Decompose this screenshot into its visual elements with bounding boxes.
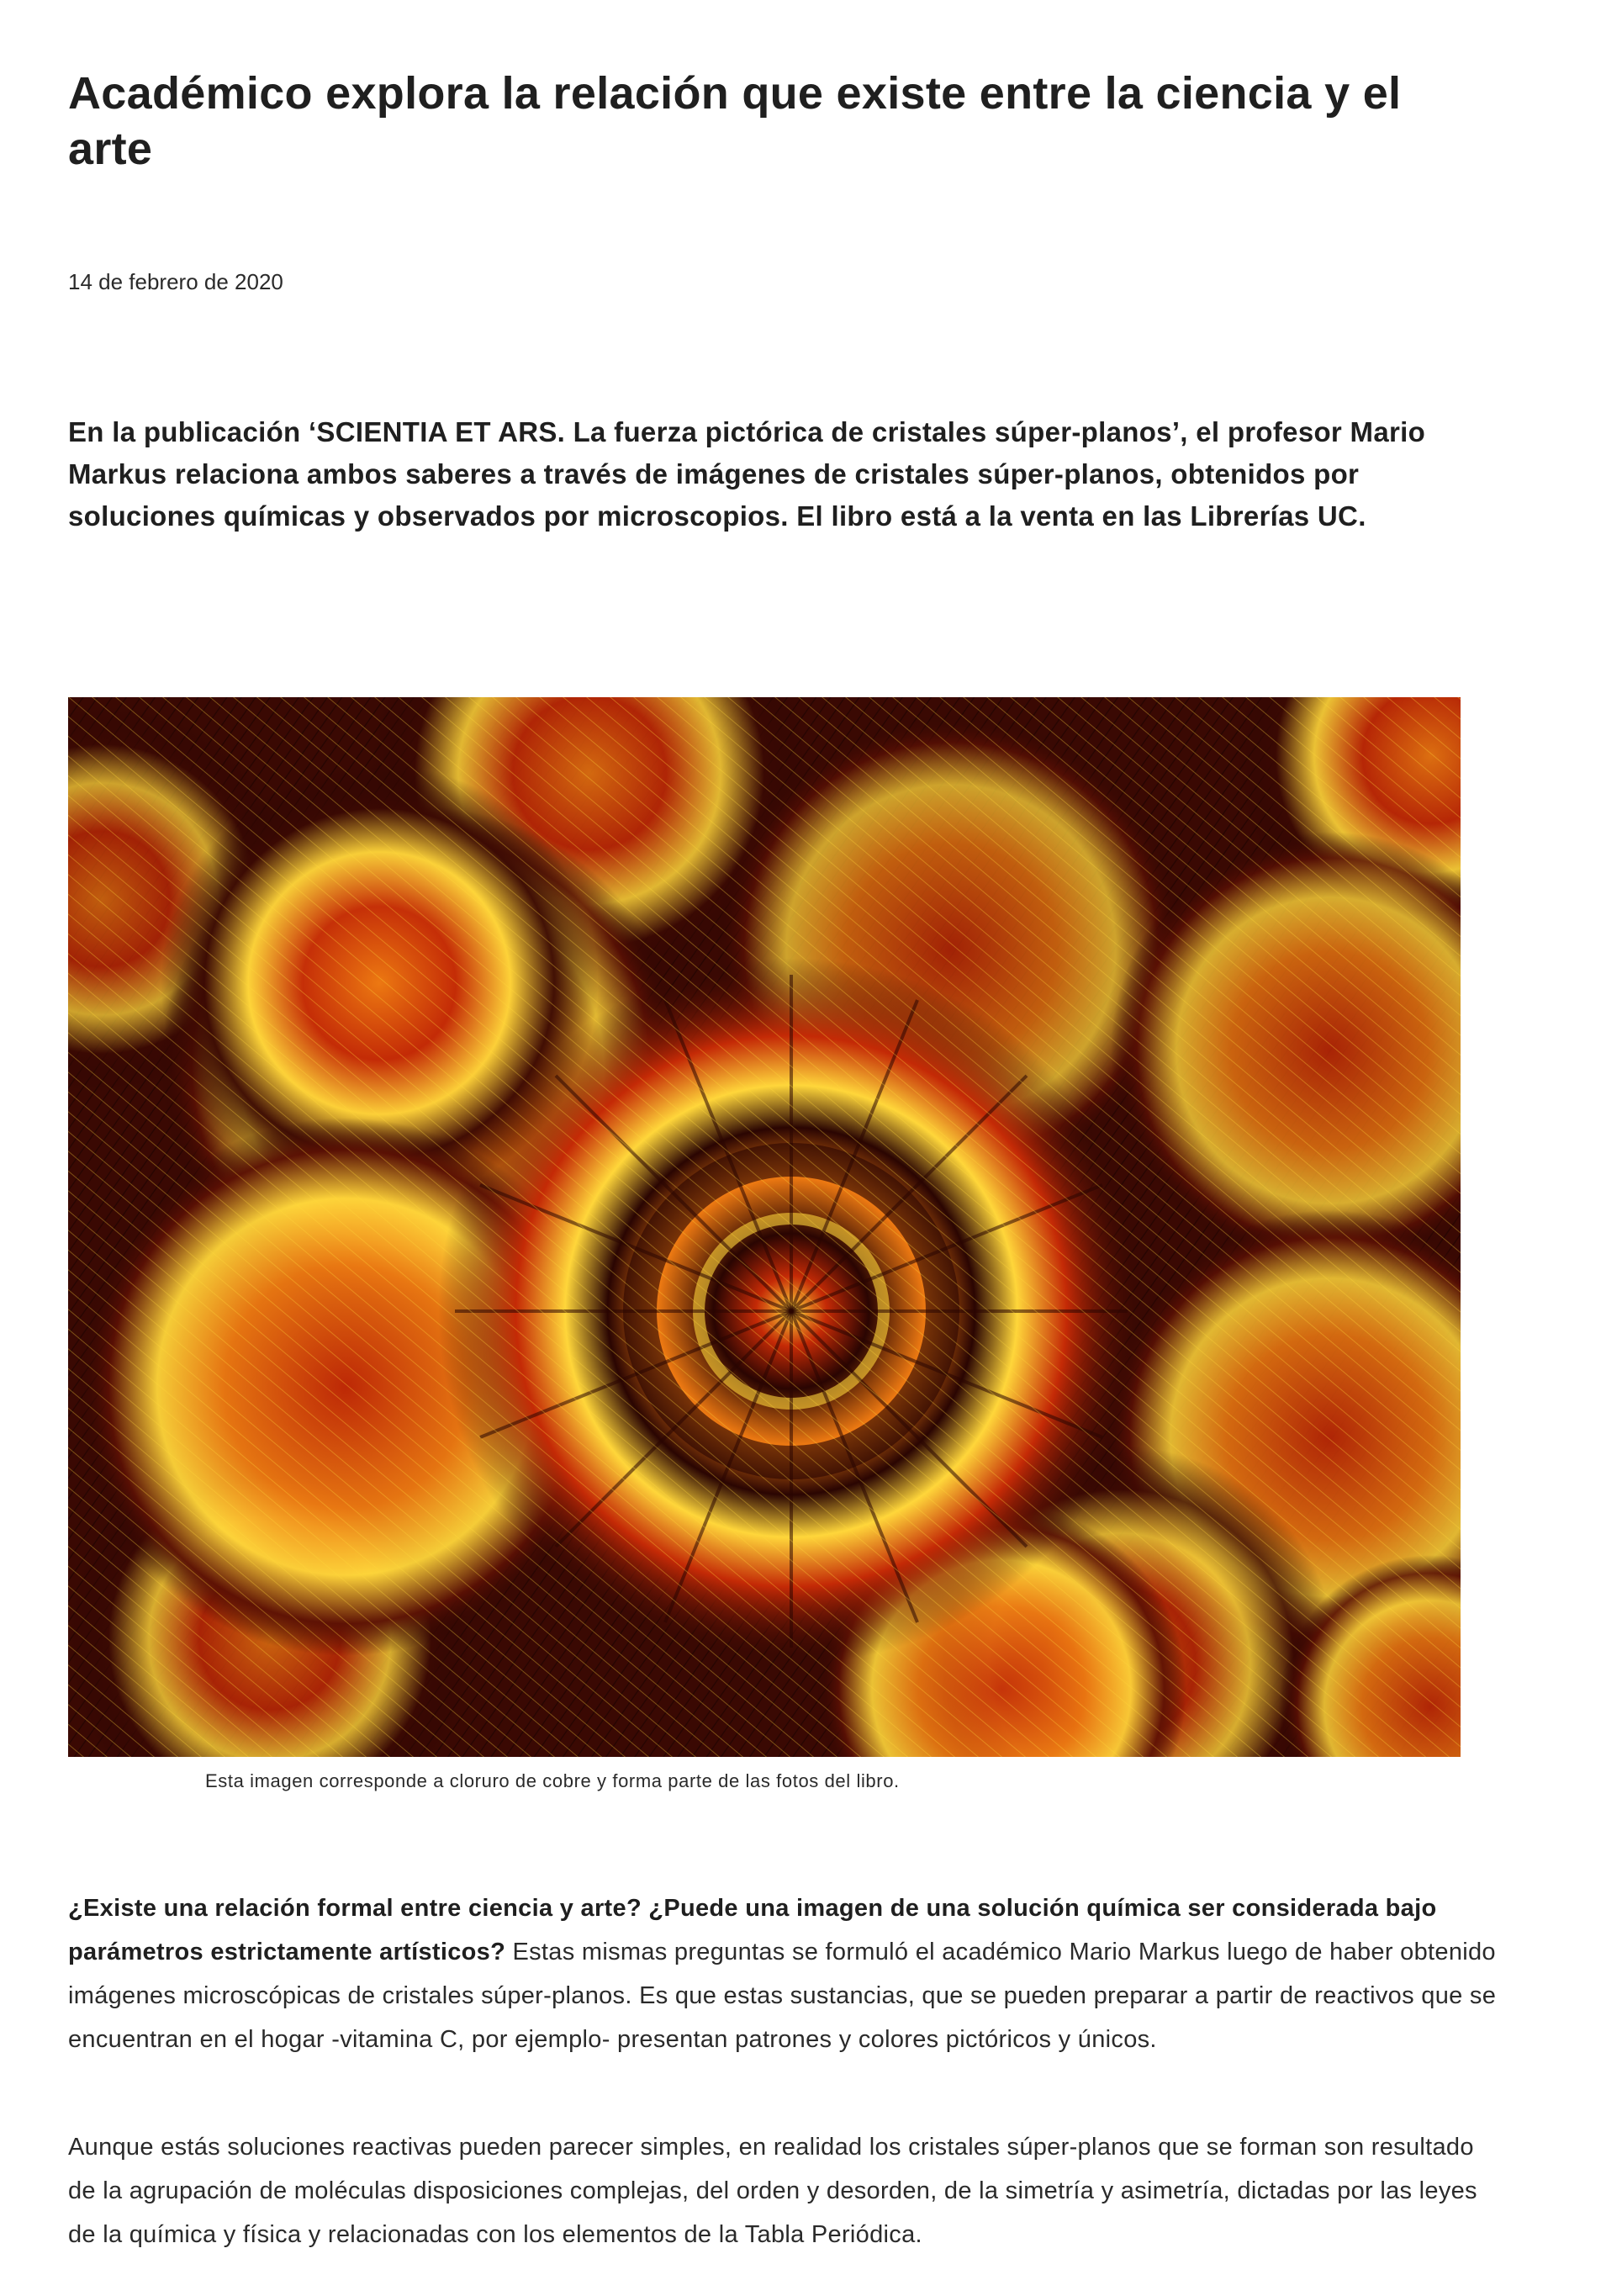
paragraph-1-questions: ¿Existe una relación formal entre ciencia y arte? ¿Puede una imagen de una solución química ser considerada bajo parámetros estrictamente artísticos?: [68, 1895, 1437, 1965]
image-caption: Esta imagen corresponde a cloruro de cobre y forma parte de las fotos del libro.: [205, 1770, 900, 1791]
paragraph-1-text: Estas mismas preguntas se formuló el académico Mario Markus luego de haber obtenido imágenes microscópicas de cristales súper-planos. Es que estas sustancias, que se pueden preparar a partir de reactivos que se encuentran en el hogar -vitamina C, por ejemplo- presentan patrones y colores pictóricos y únicos.: [68, 1939, 1497, 2053]
crystal-image: [68, 697, 1461, 1757]
publish-date: 14 de febrero de 2020: [68, 269, 283, 294]
body-paragraph-1: [68, 1886, 1498, 2061]
article-lead: En la publicación ‘SCIENTIA ET ARS. La fuerza pictórica de cristales súper-planos’, el profesor Mario Markus relaciona ambos saberes a través de imágenes de cristales súper-planos, obtenidos por soluciones químicas y observados por microscopios. El libro está a la venta en las Librerías UC.: [68, 416, 1426, 532]
article-title: Académico explora la relación que existe entre la ciencia y el arte: [68, 68, 1402, 174]
body-paragraph-2: Aunque estás soluciones reactivas pueden parecer simples, en realidad los cristales súper-planos que se forman son resultado de la agrupación de moléculas disposiciones complejas, del orden y desorden, de la simetría y asimetría, dictadas por las leyes de la química y física y relacionadas con los elementos de la Tabla Periódica.: [68, 2134, 1477, 2248]
